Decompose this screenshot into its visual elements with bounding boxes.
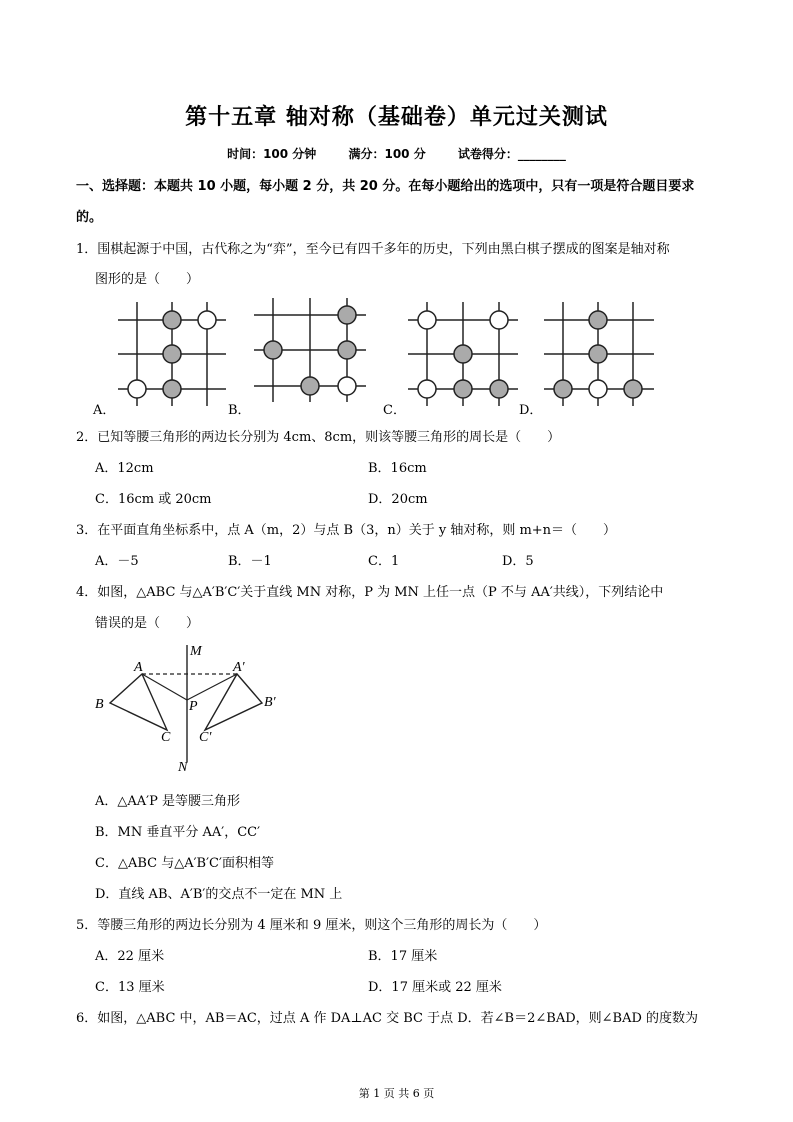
label-a: A bbox=[134, 660, 143, 675]
q2-stem: 2．已知等腰三角形的两边长分别为 4cm、8cm，则该等腰三角形的周长是（ ） bbox=[76, 430, 561, 445]
label-c-prime: C′ bbox=[199, 730, 212, 745]
q3-option-d: D．5 bbox=[502, 554, 534, 569]
triangle-abc-prime bbox=[205, 674, 262, 730]
page-footer: 第 1 页 共 6 页 bbox=[358, 1087, 435, 1100]
q2-option-b: B．16cm bbox=[368, 461, 427, 476]
q4-option-d: D．直线 AB、A′B′的交点不一定在 MN 上 bbox=[95, 887, 343, 902]
black-stone bbox=[163, 380, 181, 398]
white-stone bbox=[418, 380, 436, 398]
q1-stem-line2: 图形的是（ ） bbox=[95, 272, 200, 287]
exam-meta bbox=[0, 145, 793, 162]
q2-option-c: C．16cm 或 20cm bbox=[95, 492, 212, 507]
q6-stem: 6．如图，△ABC 中，AB＝AC，过点 A 作 DA⊥AC 交 BC 于点 D．若∠B＝2∠BAD，则∠BAD 的度数为 bbox=[76, 1011, 699, 1026]
q3-option-a: A．－5 bbox=[95, 554, 139, 569]
score-info: 满分：100 分 bbox=[348, 147, 426, 161]
white-stone bbox=[128, 380, 146, 398]
q5-option-d: D．17 厘米或 22 厘米 bbox=[368, 980, 502, 995]
white-stone bbox=[589, 380, 607, 398]
black-stone bbox=[589, 311, 607, 329]
section1-line1: 一、选择题：本题共 10 小题，每小题 2 分，共 20 分。在每小题给出的选项中，只有一项是符合题目要求 bbox=[76, 179, 695, 194]
white-stone bbox=[418, 311, 436, 329]
white-stone bbox=[490, 311, 508, 329]
q2-option-a: A．12cm bbox=[95, 461, 154, 476]
q3-option-b: B．－1 bbox=[228, 554, 272, 569]
q1-stem-line1: 1．围棋起源于中国，古代称之为“弈”，至今已有四千多年的历史，下列由黑白棋子摆成的图案是轴对称 bbox=[76, 242, 670, 257]
label-a-prime: A′ bbox=[233, 660, 245, 675]
section1-line2: 的。 bbox=[76, 210, 103, 225]
label-m: M bbox=[190, 644, 202, 659]
black-stone bbox=[338, 306, 356, 324]
white-stone bbox=[198, 311, 216, 329]
q5-option-b: B．17 厘米 bbox=[368, 949, 438, 964]
q1-label-b: B． bbox=[228, 403, 251, 418]
black-stone bbox=[338, 341, 356, 359]
earned-info: 试卷得分：________ bbox=[457, 147, 566, 161]
black-stone bbox=[624, 380, 642, 398]
label-b-prime: B′ bbox=[264, 695, 276, 710]
black-stone bbox=[301, 377, 319, 395]
segment-ap bbox=[142, 674, 187, 700]
q5-option-a: A．22 厘米 bbox=[95, 949, 165, 964]
label-b: B bbox=[95, 697, 104, 712]
q1-label-a: A． bbox=[93, 403, 116, 418]
black-stone bbox=[454, 345, 472, 363]
label-n: N bbox=[178, 760, 188, 775]
q4-option-c: C．△ABC 与△A′B′C′面积相等 bbox=[95, 856, 274, 871]
black-stone bbox=[554, 380, 572, 398]
q4-symmetry-figure bbox=[92, 640, 292, 775]
q4-option-a: A．△AA′P 是等腰三角形 bbox=[95, 794, 240, 809]
black-stone bbox=[264, 341, 282, 359]
q4-stem-line2: 错误的是（ ） bbox=[95, 616, 200, 631]
triangle-abc bbox=[110, 674, 167, 730]
q3-stem: 3．在平面直角坐标系中，点 A（m，2）与点 B（3，n）关于 y 轴对称，则 m+n＝（ ） bbox=[76, 523, 617, 538]
label-c: C bbox=[161, 730, 171, 745]
q2-option-d: D．20cm bbox=[368, 492, 428, 507]
black-stone bbox=[454, 380, 472, 398]
page-title: 第十五章 轴对称（基础卷）单元过关测试 bbox=[185, 105, 608, 130]
black-stone bbox=[589, 345, 607, 363]
black-stone bbox=[490, 380, 508, 398]
q1-go-figures bbox=[90, 296, 670, 416]
q4-stem-line1: 4．如图，△ABC 与△A′B′C′关于直线 MN 对称，P 为 MN 上任一点（P 不与 AA′共线），下列结论中 bbox=[76, 585, 664, 600]
q1-label-c: C． bbox=[383, 403, 406, 418]
time-info: 时间：100 分钟 bbox=[227, 147, 317, 161]
q1-label-d: D． bbox=[519, 403, 543, 418]
white-stone bbox=[338, 377, 356, 395]
q4-option-b: B．MN 垂直平分 AA′，CC′ bbox=[95, 825, 261, 840]
q5-option-c: C．13 厘米 bbox=[95, 980, 165, 995]
q5-stem: 5．等腰三角形的两边长分别为 4 厘米和 9 厘米，则这个三角形的周长为（ ） bbox=[76, 918, 547, 933]
q3-option-c: C．1 bbox=[368, 554, 400, 569]
black-stone bbox=[163, 345, 181, 363]
label-p: P bbox=[189, 699, 198, 714]
black-stone bbox=[163, 311, 181, 329]
